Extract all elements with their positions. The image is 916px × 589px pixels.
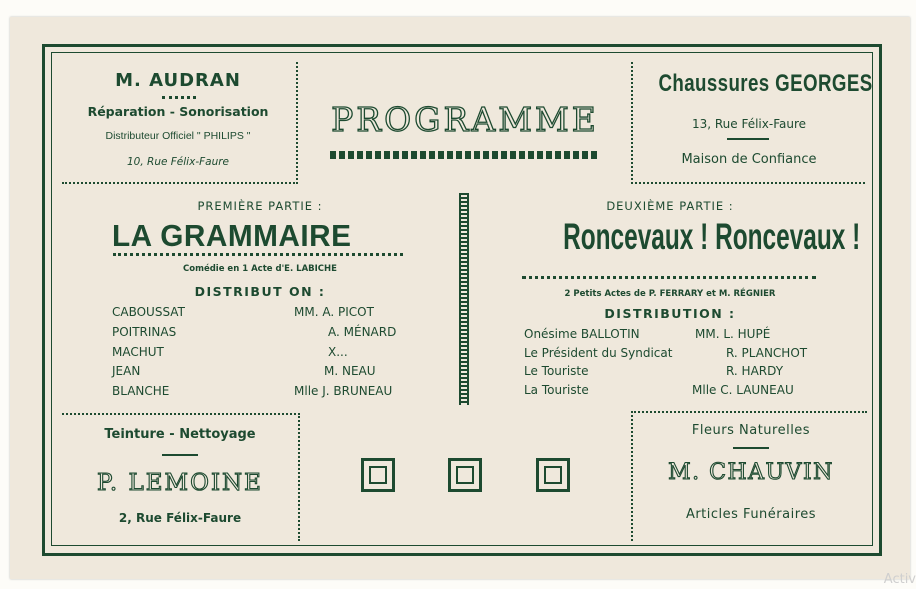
ad-lemoine — [62, 413, 300, 541]
cast-role: JEAN — [112, 364, 141, 378]
georges-address: 13, Rue Félix-Faure — [691, 117, 807, 131]
chauvin-rule — [733, 447, 769, 449]
part2-play-title: Roncevaux ! Roncevaux ! — [563, 216, 861, 257]
chauvin-services: Articles Funéraires — [685, 507, 817, 522]
cast-actor: A. MÉNARD — [328, 325, 397, 339]
lemoine-address: 2, Rue Félix-Faure — [118, 511, 242, 525]
page-title: PROGRAMME — [331, 100, 599, 139]
cast-actor: M. NEAU — [324, 364, 376, 378]
lemoine-rule — [162, 454, 198, 456]
lemoine-services: Teinture - Nettoyage — [104, 427, 256, 442]
part2-distribution-heading: DISTRIBUTION : — [604, 306, 736, 321]
cast-role: La Touriste — [524, 383, 589, 397]
audran-address: 10, Rue Félix-Faure — [126, 156, 230, 168]
cast-role: Le Touriste — [524, 364, 589, 378]
cast-role: BLANCHE — [112, 384, 170, 398]
ornament-square — [536, 458, 570, 492]
cast-role: POITRINAS — [112, 325, 177, 339]
cast-actor: MM. L. HUPÉ — [695, 327, 771, 341]
chauvin-tagline: Fleurs Naturelles — [691, 423, 811, 438]
cast-role: MACHUT — [112, 345, 164, 359]
audran-rule — [162, 96, 196, 99]
part2-subtitle: 2 Petits Actes de P. FERRARY et M. RÉGNIER — [564, 289, 776, 299]
chauvin-name: M. CHAUVIN — [668, 460, 834, 485]
part1-distribution-heading: DISTRIBUT ON : — [194, 284, 326, 299]
cast-actor: MM. A. PICOT — [294, 305, 374, 319]
center-divider — [459, 193, 469, 405]
audran-services: Réparation - Sonorisation — [87, 104, 269, 119]
georges-name: Chaussures GEORGES — [658, 70, 873, 97]
georges-tagline: Maison de Confiance — [681, 152, 817, 167]
audran-name: M. AUDRAN — [115, 70, 241, 91]
cast-actor: R. HARDY — [726, 364, 784, 378]
cast-role: CABOUSSAT — [112, 305, 185, 319]
part1-rule — [113, 253, 403, 256]
cast-role: Onésime BALLOTIN — [524, 327, 640, 341]
part1-subtitle: Comédie en 1 Acte d'E. LABICHE — [183, 264, 337, 274]
part2-rule — [522, 276, 816, 279]
audran-distributor: Distributeur Officiel " PHILIPS " — [105, 130, 251, 142]
georges-rule — [727, 138, 769, 140]
part1-play-title: LA GRAMMAIRE — [112, 218, 352, 253]
cast-actor: X... — [328, 345, 348, 359]
ornament-square — [448, 458, 482, 492]
ad-georges — [631, 62, 873, 184]
part1-heading: PREMIÈRE PARTIE : — [197, 199, 323, 213]
cast-actor: R. PLANCHOT — [726, 346, 808, 360]
ornament-square — [361, 458, 395, 492]
part2-heading: DEUXIÈME PARTIE : — [606, 199, 734, 213]
cast-actor: Mlle C. LAUNEAU — [692, 383, 794, 397]
title-underline — [330, 151, 598, 159]
ad-chauvin — [631, 411, 867, 541]
cast-role: Le Président du Syndicat — [524, 346, 673, 360]
watermark-text: Activ — [883, 572, 916, 587]
ad-audran — [62, 62, 298, 184]
lemoine-name: P. LEMOINE — [97, 470, 263, 496]
cast-actor: Mlle J. BRUNEAU — [294, 384, 393, 398]
